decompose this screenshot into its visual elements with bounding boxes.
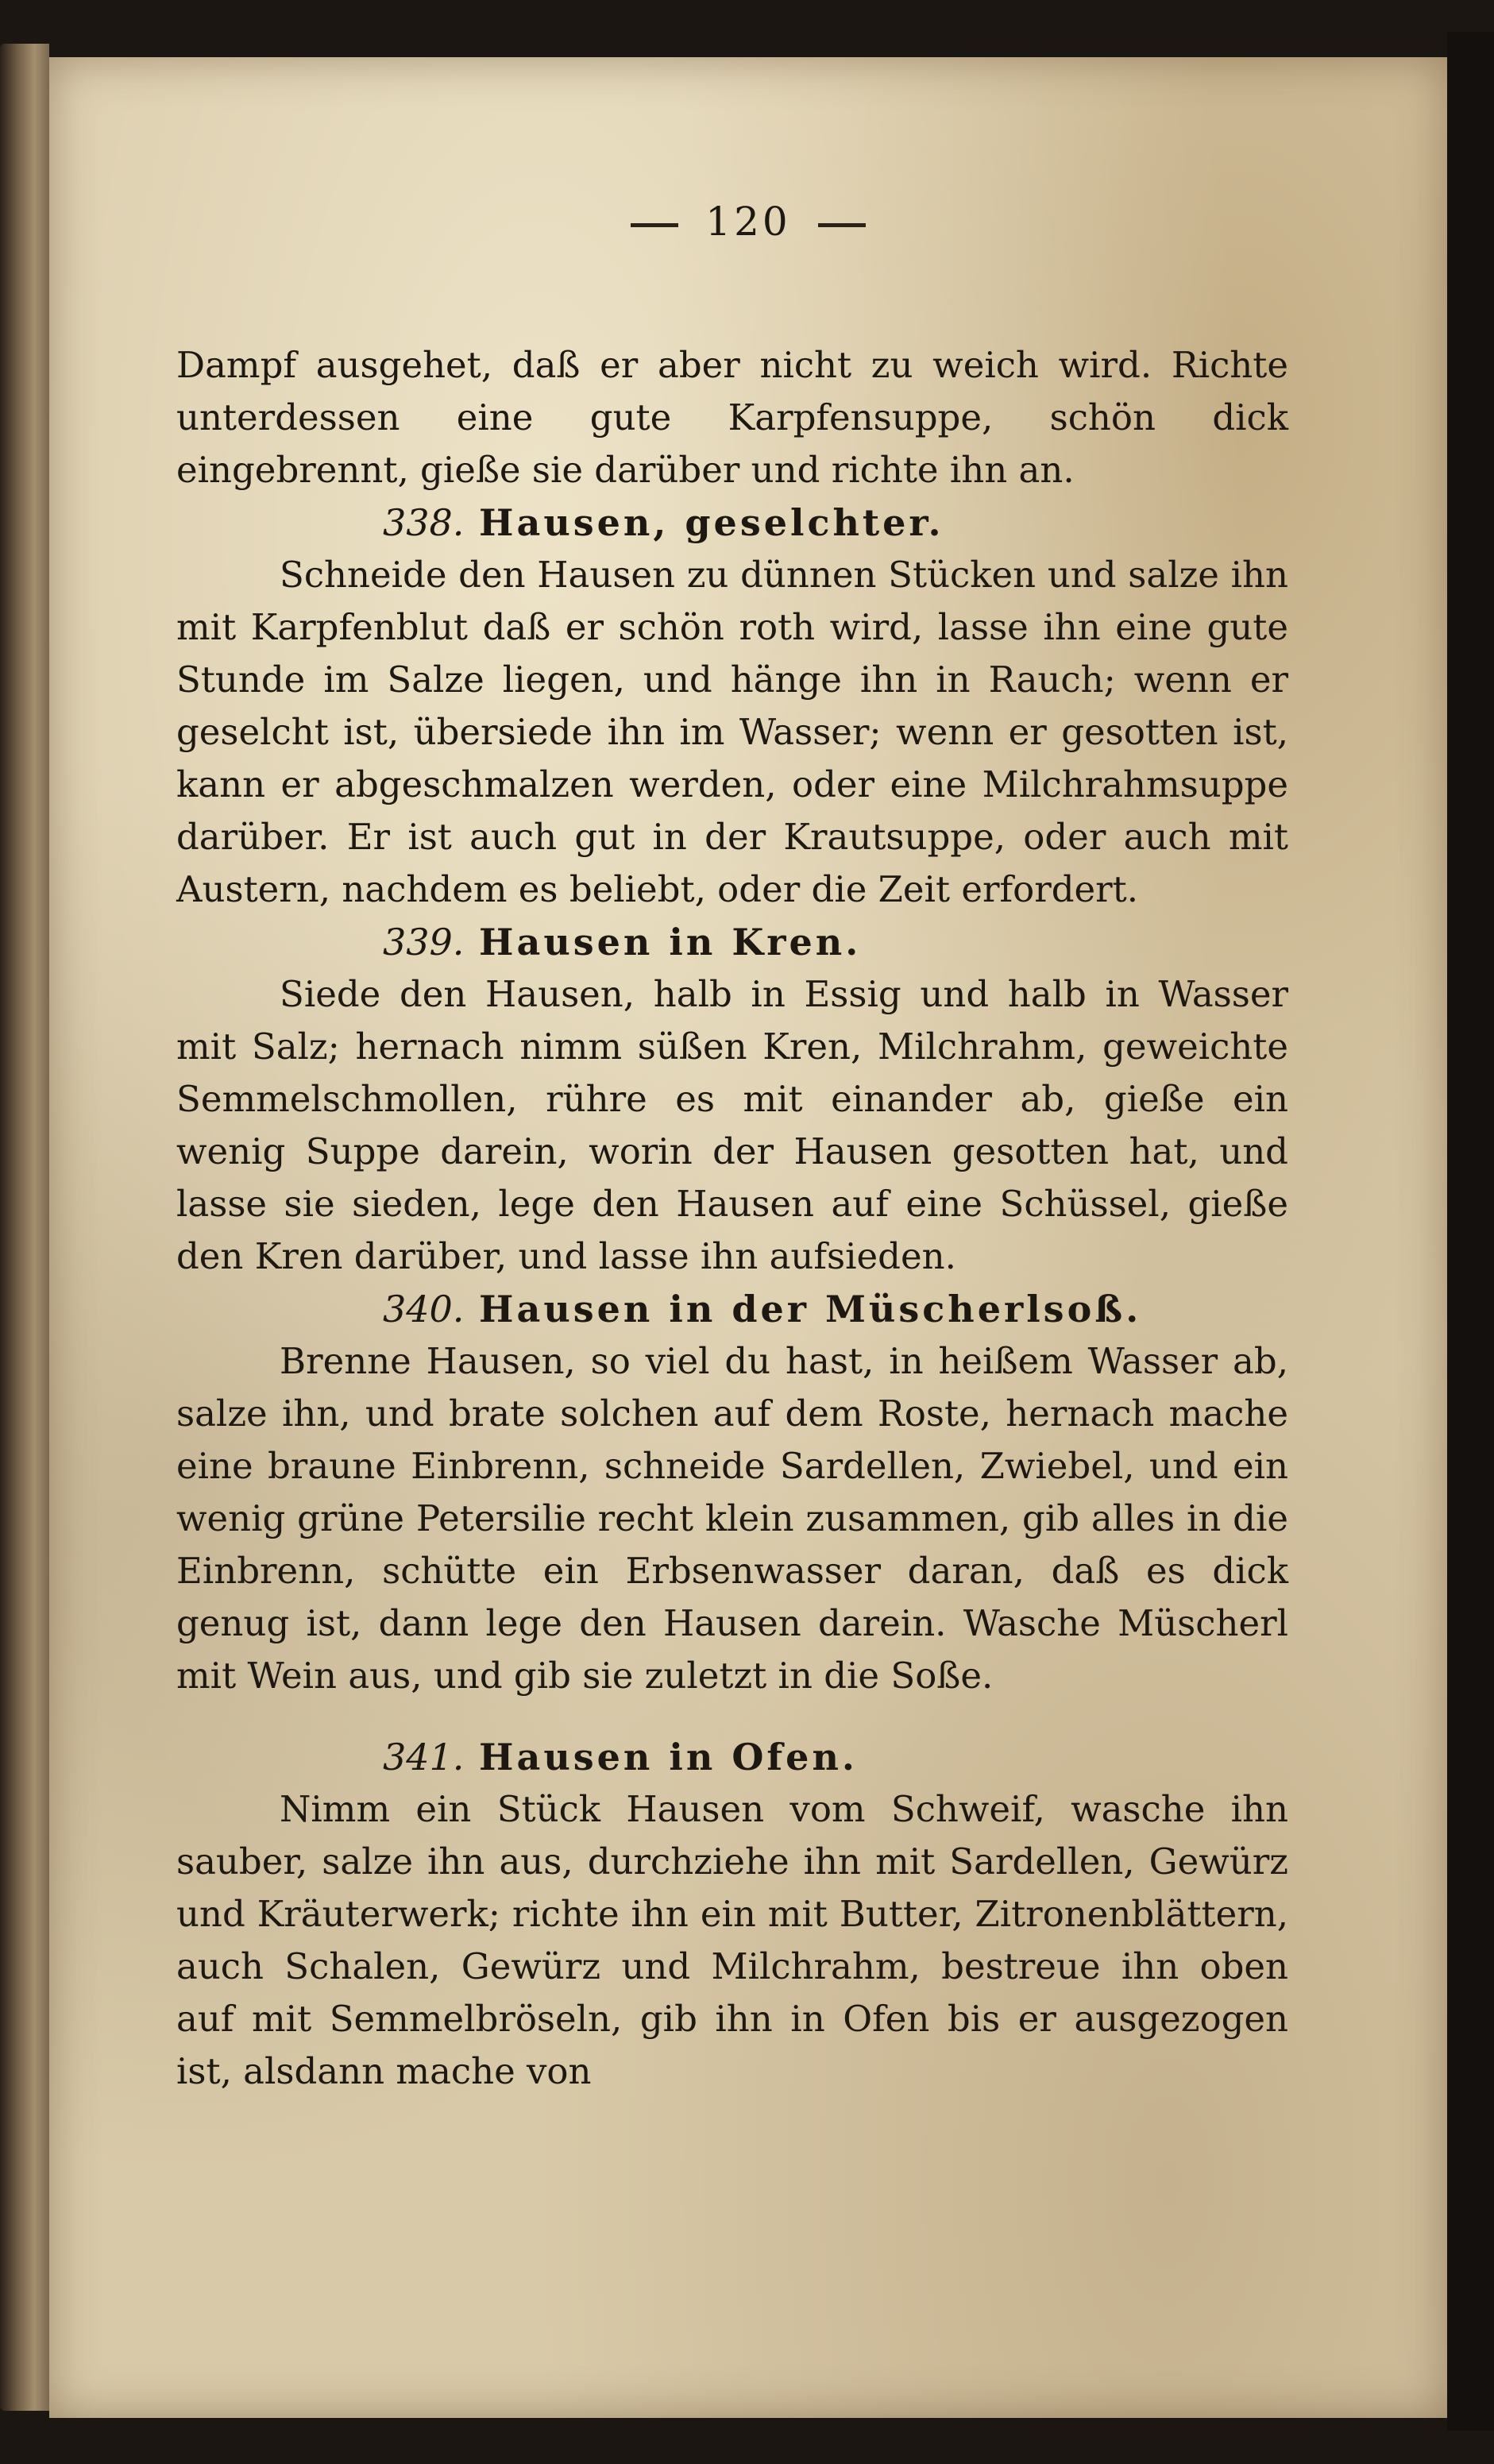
recipe-heading (176, 1283, 1288, 1335)
previous-page-edge (0, 44, 49, 2411)
recipe-number: 339. (383, 921, 465, 964)
page-header (49, 199, 1447, 245)
recipe-title: Hausen in der Müscherlsoß. (479, 1288, 1142, 1330)
recipe-number: 338. (383, 501, 465, 544)
recipe-heading (176, 916, 1288, 968)
background-shadow (1447, 32, 1494, 2431)
recipe-text: Nimm ein Stück Hausen vom Schweif, wasche ihn sauber, salze ihn aus, durchziehe ihn mit Sardellen, Gewürz und Kräuterwerk; richte ihn ein mit Butter, Zitronenblättern, auch Schalen, Gewürz und Milchrahm, bestreue ihn oben auf mit Semmelbröseln, gib ihn in Ofen bis er ausgezogen ist, alsdann mache von (176, 1788, 1288, 2092)
header-dash-left (631, 223, 678, 227)
recipe-heading (176, 496, 1288, 549)
recipe-title: Hausen in Kren. (479, 921, 862, 964)
recipe-title: Hausen, geselchter. (479, 501, 944, 544)
recipe-title: Hausen in Ofen. (479, 1736, 858, 1778)
continued-paragraph: Dampf ausgehet, daß er aber nicht zu weich wird. Richte unterdessen eine gute Karpfensuppe, schön dick eingebrennt, gieße sie darüber und richte ihn an. (176, 344, 1288, 491)
recipe-number: 340. (383, 1288, 465, 1330)
recipe-text: Brenne Hausen, so viel du hast, in heißem Wasser ab, salze ihn, und brate solchen auf dem Roste, hernach mache eine braune Einbrenn, schneide Sardellen, Zwiebel, und ein wenig grüne Petersilie recht klein zusammen, gib alles in die Einbrenn, schütte ein Erbsenwasser daran, daß es dick genug ist, dann lege den Hausen darein. Wasche Müscherl mit Wein aus, und gib sie zuletzt in die Soße. (176, 1340, 1288, 1697)
recipe-text: Siede den Hausen, halb in Essig und halb in Wasser mit Salz; hernach nimm süßen Kren, Milchrahm, geweichte Semmelschmollen, rühre es mit einander ab, gieße ein wenig Suppe darein, worin der Hausen gesotten hat, und lasse sie sieden, lege den Hausen auf eine Schüssel, gieße den Kren darüber, und lasse ihn aufsieden. (176, 973, 1288, 1277)
recipe-heading (176, 1731, 1288, 1783)
page-number: 120 (705, 199, 791, 245)
book-page (49, 57, 1447, 2418)
header-dash-right (818, 223, 866, 227)
recipe-number: 341. (383, 1736, 465, 1778)
page-body (176, 339, 1288, 2098)
recipe-text: Schneide den Hausen zu dünnen Stücken und salze ihn mit Karpfenblut daß er schön roth wird, lasse ihn eine gute Stunde im Salze liegen, und hänge ihn in Rauch; wenn er geselcht ist, übersiede ihn im Wasser; wenn er gesotten ist, kann er abgeschmalzen werden, oder eine Milchrahmsuppe darüber. Er ist auch gut in der Krautsuppe, oder auch mit Austern, nachdem es beliebt, oder die Zeit erfordert. (176, 554, 1288, 910)
